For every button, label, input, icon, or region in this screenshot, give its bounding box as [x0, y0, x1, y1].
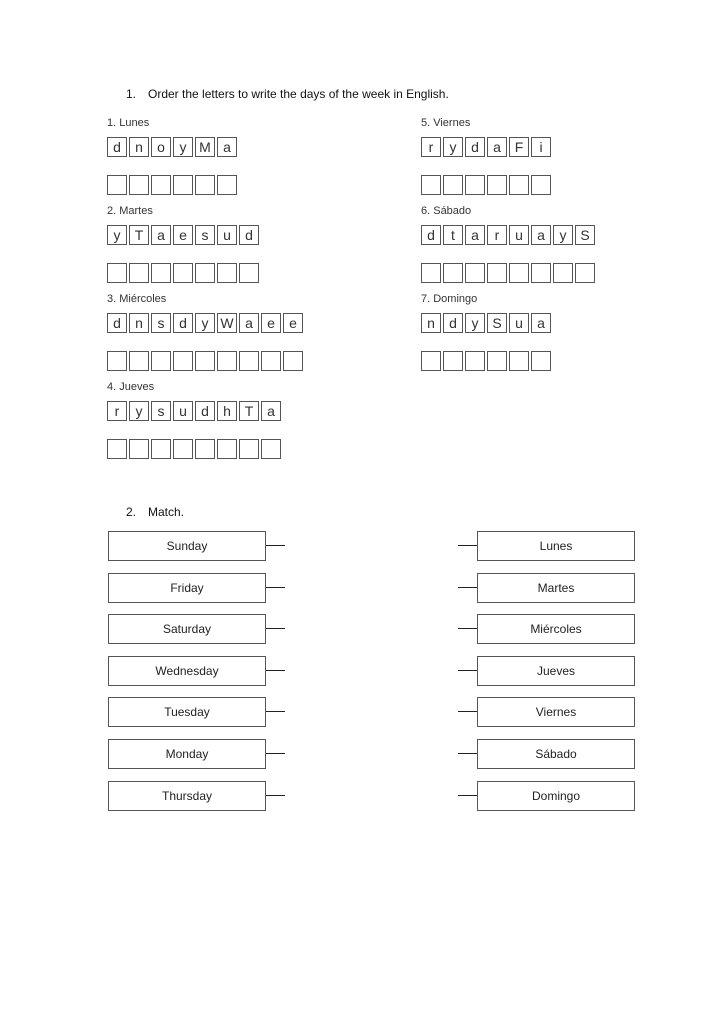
exercise-2-number: 2.	[126, 505, 137, 519]
letter-box: u	[509, 225, 529, 245]
scrambled-letters	[107, 225, 261, 245]
answer-box[interactable]	[421, 175, 441, 195]
letter-box: F	[509, 137, 529, 157]
answer-box[interactable]	[129, 439, 149, 459]
word-label: 7. Domingo	[421, 293, 478, 305]
match-spanish-day[interactable]: Jueves	[477, 656, 635, 686]
answer-box[interactable]	[531, 263, 551, 283]
match-english-day[interactable]: Monday	[108, 739, 266, 769]
letter-box: y	[107, 225, 127, 245]
exercise-2-text: Match.	[148, 505, 185, 519]
connector-line	[458, 670, 477, 671]
answer-box[interactable]	[465, 263, 485, 283]
answer-boxes	[107, 263, 261, 283]
letter-box: a	[487, 137, 507, 157]
letter-box: a	[217, 137, 237, 157]
letter-box: y	[195, 313, 215, 333]
letter-box: n	[129, 137, 149, 157]
connector-line	[266, 753, 285, 754]
letter-box: d	[173, 313, 193, 333]
letter-box: e	[261, 313, 281, 333]
word-label: 3. Miércoles	[107, 293, 167, 305]
answer-box[interactable]	[173, 351, 193, 371]
answer-box[interactable]	[173, 263, 193, 283]
match-spanish-day[interactable]: Martes	[477, 573, 635, 603]
letter-box: u	[509, 313, 529, 333]
letter-box: W	[217, 313, 237, 333]
answer-box[interactable]	[217, 439, 237, 459]
letter-box: S	[575, 225, 595, 245]
connector-line	[266, 711, 285, 712]
letter-box: M	[195, 137, 215, 157]
answer-box[interactable]	[129, 175, 149, 195]
answer-boxes	[107, 175, 239, 195]
connector-line	[266, 795, 285, 796]
connector-line	[458, 753, 477, 754]
answer-box[interactable]	[443, 263, 463, 283]
answer-box[interactable]	[217, 351, 237, 371]
answer-box[interactable]	[487, 351, 507, 371]
answer-box[interactable]	[173, 175, 193, 195]
letter-box: d	[421, 225, 441, 245]
letter-box: e	[283, 313, 303, 333]
answer-boxes	[421, 263, 597, 283]
letter-box: y	[465, 313, 485, 333]
match-english-day[interactable]: Sunday	[108, 531, 266, 561]
answer-box[interactable]	[553, 263, 573, 283]
answer-box[interactable]	[443, 175, 463, 195]
answer-box[interactable]	[421, 351, 441, 371]
letter-box: y	[553, 225, 573, 245]
letter-box: d	[195, 401, 215, 421]
scrambled-letters	[421, 313, 553, 333]
answer-box[interactable]	[487, 263, 507, 283]
letter-box: u	[173, 401, 193, 421]
scrambled-letters	[107, 401, 283, 421]
scrambled-letters	[107, 137, 239, 157]
answer-box[interactable]	[487, 175, 507, 195]
scrambled-letters	[421, 137, 553, 157]
match-english-day[interactable]: Thursday	[108, 781, 266, 811]
letter-box: d	[107, 313, 127, 333]
word-label: 4. Jueves	[107, 381, 155, 393]
letter-box: d	[107, 137, 127, 157]
letter-box: h	[217, 401, 237, 421]
connector-line	[266, 545, 285, 546]
answer-boxes	[421, 175, 553, 195]
letter-box: a	[239, 313, 259, 333]
match-english-day[interactable]: Tuesday	[108, 697, 266, 727]
exercise-2-instruction	[126, 505, 184, 519]
letter-box: r	[421, 137, 441, 157]
answer-box[interactable]	[151, 263, 171, 283]
letter-box: u	[217, 225, 237, 245]
answer-box[interactable]	[575, 263, 595, 283]
letter-box: T	[129, 225, 149, 245]
answer-box[interactable]	[107, 263, 127, 283]
connector-line	[458, 587, 477, 588]
letter-box: n	[129, 313, 149, 333]
letter-box: s	[195, 225, 215, 245]
answer-box[interactable]	[151, 175, 171, 195]
answer-box[interactable]	[195, 439, 215, 459]
match-spanish-day[interactable]: Sábado	[477, 739, 635, 769]
answer-box[interactable]	[531, 351, 551, 371]
letter-box: y	[173, 137, 193, 157]
letter-box: r	[487, 225, 507, 245]
match-spanish-day[interactable]: Miércoles	[477, 614, 635, 644]
word-label: 2. Martes	[107, 205, 153, 217]
answer-box[interactable]	[239, 351, 259, 371]
match-english-day[interactable]: Saturday	[108, 614, 266, 644]
letter-box: s	[151, 401, 171, 421]
letter-box: a	[465, 225, 485, 245]
connector-line	[266, 670, 285, 671]
answer-box[interactable]	[465, 351, 485, 371]
answer-box[interactable]	[465, 175, 485, 195]
letter-box: a	[151, 225, 171, 245]
answer-box[interactable]	[107, 351, 127, 371]
match-spanish-day[interactable]: Lunes	[477, 531, 635, 561]
exercise-1-instruction	[126, 87, 449, 101]
letter-box: a	[531, 313, 551, 333]
letter-box: y	[443, 137, 463, 157]
letter-box: o	[151, 137, 171, 157]
letter-box: T	[239, 401, 259, 421]
connector-line	[458, 545, 477, 546]
answer-box[interactable]	[509, 351, 529, 371]
answer-box[interactable]	[239, 439, 259, 459]
connector-line	[458, 795, 477, 796]
answer-box[interactable]	[107, 439, 127, 459]
match-english-day[interactable]: Friday	[108, 573, 266, 603]
answer-box[interactable]	[107, 175, 127, 195]
answer-boxes	[107, 439, 283, 459]
answer-box[interactable]	[129, 263, 149, 283]
word-label: 5. Viernes	[421, 117, 471, 129]
letter-box: a	[261, 401, 281, 421]
answer-box[interactable]	[195, 351, 215, 371]
answer-box[interactable]	[151, 351, 171, 371]
letter-box: S	[487, 313, 507, 333]
answer-box[interactable]	[283, 351, 303, 371]
scrambled-letters	[107, 313, 305, 333]
answer-box[interactable]	[195, 263, 215, 283]
answer-box[interactable]	[443, 351, 463, 371]
match-spanish-day[interactable]: Domingo	[477, 781, 635, 811]
answer-box[interactable]	[509, 175, 529, 195]
letter-box: d	[239, 225, 259, 245]
answer-boxes	[421, 351, 553, 371]
answer-box[interactable]	[195, 175, 215, 195]
answer-boxes	[107, 351, 305, 371]
scrambled-letters	[421, 225, 597, 245]
letter-box: d	[443, 313, 463, 333]
connector-line	[458, 711, 477, 712]
letter-box: r	[107, 401, 127, 421]
connector-line	[266, 587, 285, 588]
exercise-1-text: Order the letters to write the days of the week in English.	[148, 87, 449, 101]
word-label: 1. Lunes	[107, 117, 150, 129]
letter-box: s	[151, 313, 171, 333]
match-english-day[interactable]: Wednesday	[108, 656, 266, 686]
connector-line	[266, 628, 285, 629]
answer-box[interactable]	[531, 175, 551, 195]
letter-box: n	[421, 313, 441, 333]
answer-box[interactable]	[421, 263, 441, 283]
answer-box[interactable]	[509, 263, 529, 283]
letter-box: i	[531, 137, 551, 157]
letter-box: d	[465, 137, 485, 157]
answer-box[interactable]	[239, 263, 259, 283]
answer-box[interactable]	[151, 439, 171, 459]
answer-box[interactable]	[217, 263, 237, 283]
match-spanish-day[interactable]: Viernes	[477, 697, 635, 727]
connector-line	[458, 628, 477, 629]
answer-box[interactable]	[261, 351, 281, 371]
word-label: 6. Sábado	[421, 205, 472, 217]
answer-box[interactable]	[173, 439, 193, 459]
letter-box: a	[531, 225, 551, 245]
answer-box[interactable]	[217, 175, 237, 195]
letter-box: t	[443, 225, 463, 245]
answer-box[interactable]	[129, 351, 149, 371]
letter-box: e	[173, 225, 193, 245]
answer-box[interactable]	[261, 439, 281, 459]
exercise-1-number: 1.	[126, 87, 137, 101]
letter-box: y	[129, 401, 149, 421]
